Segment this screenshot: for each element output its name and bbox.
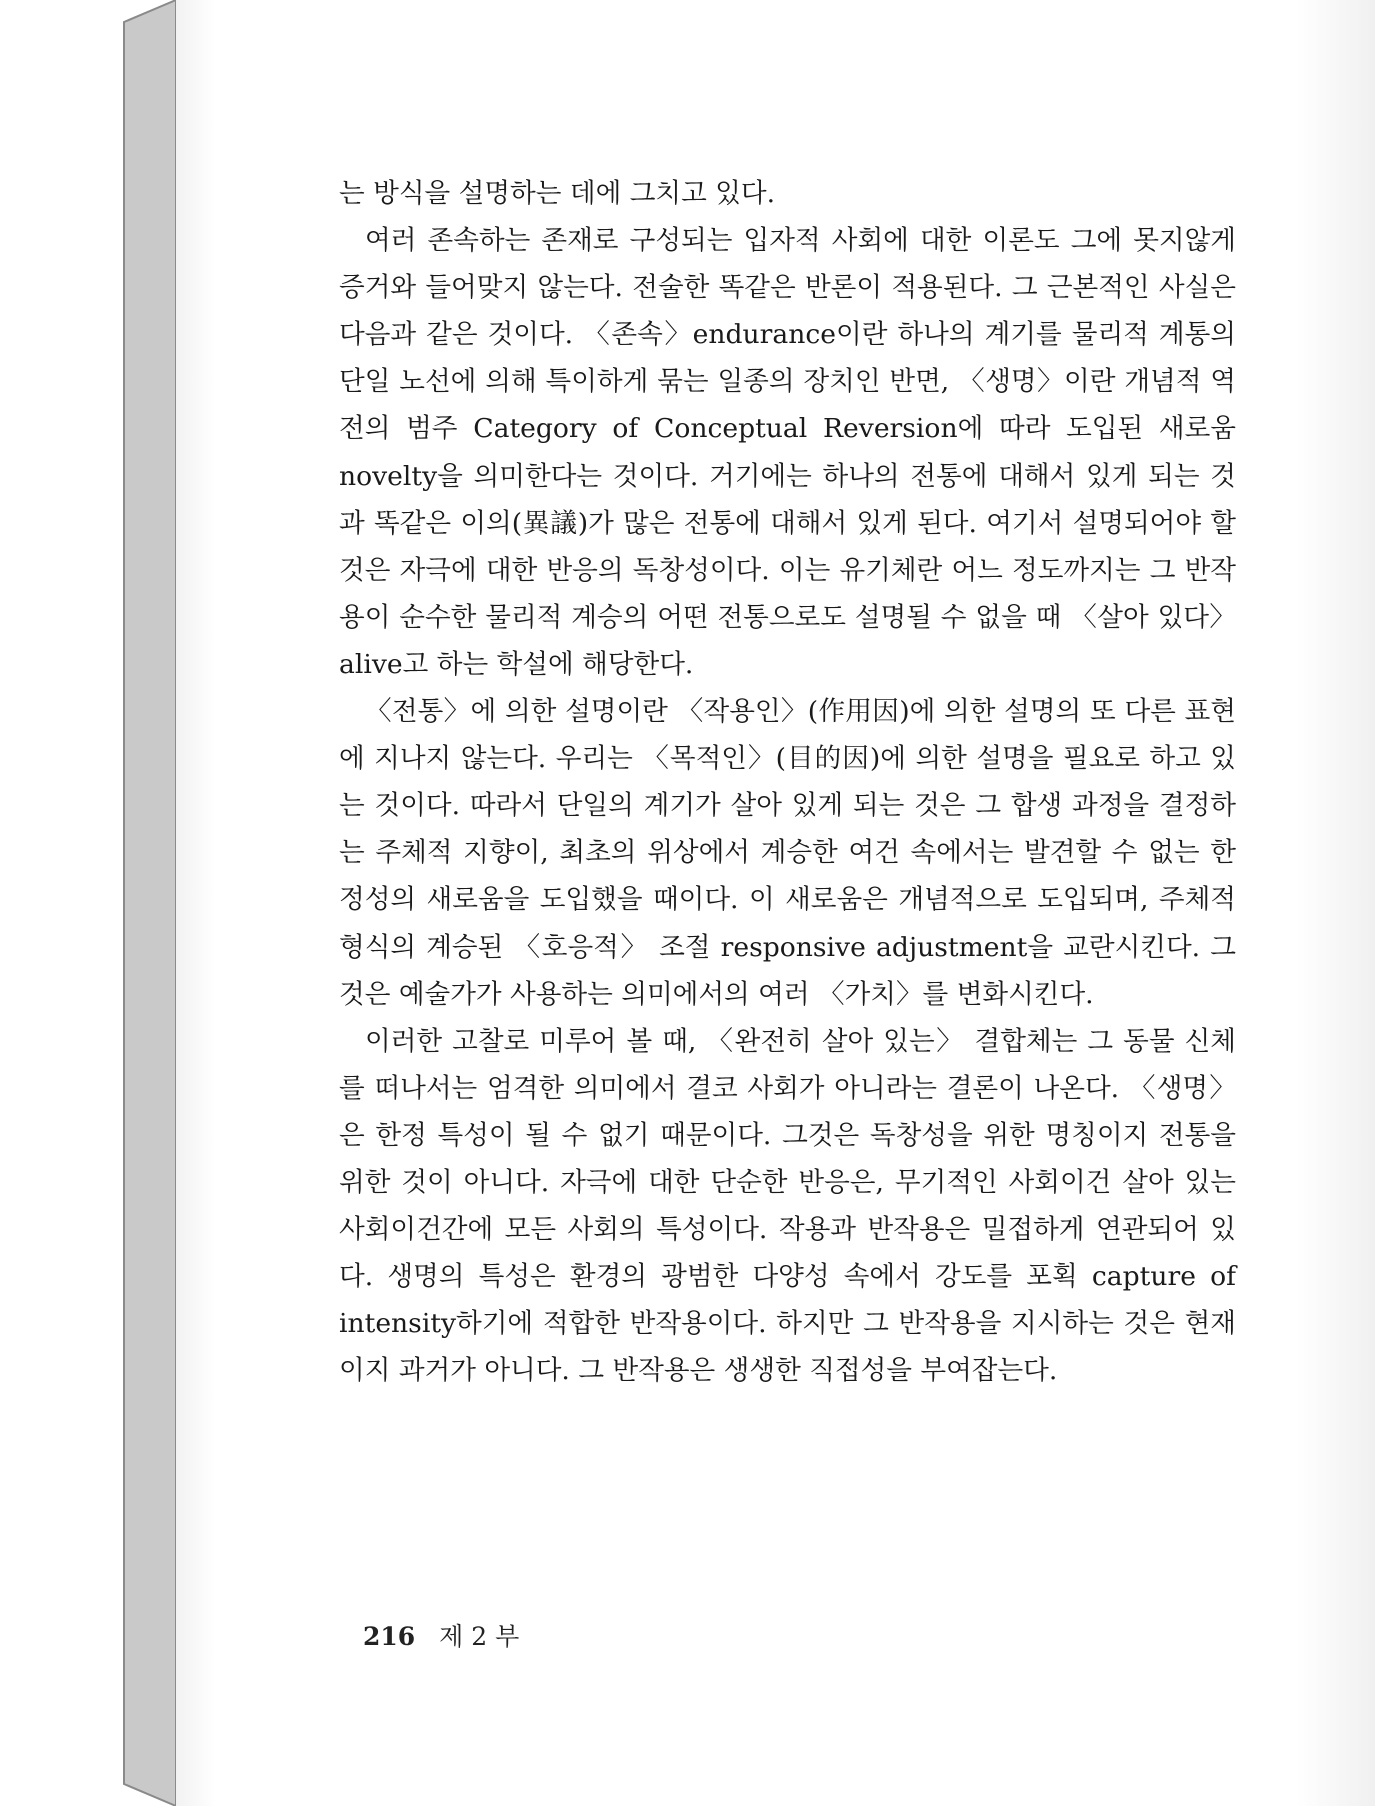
page-footer — [363, 1617, 519, 1653]
book-page — [176, 0, 1375, 1806]
book-cover-edge — [124, 0, 176, 1806]
paragraph: 여러 존속하는 존재로 구성되는 입자적 사회에 대한 이론도 그에 못지않게 증거와 들어맞지 않는다. 전술한 똑같은 반론이 적용된다. 그 근본적인 사실은 다음과 같은 것이다. 〈존속〉endurance이란 하나의 계기를 물리적 계통의 단일 노선에 의해 특이하게 묶는 일종의 장치인 반면, 〈생명〉이란 개념적 역전의 범주 Category of Conceptual Reversion에 따라 도입된 새로움 novelty을 의미한다는 것이다. 거기에는 하나의 전통에 대해서 있게 되는 것과 똑같은 이의(異議)가 많은 전통에 대해서 있게 된다. 여기서 설명되어야 할 것은 자극에 대한 반응의 독창성이다. 이는 유기체란 어느 정도까지는 그 반작용이 순수한 물리적 계승의 어떤 전통으로도 설명될 수 없을 때 〈살아 있다〉alive고 하는 학설에 해당한다. — [339, 225, 1236, 680]
paragraph: 〈전통〉에 의한 설명이란 〈작용인〉(作用因)에 의한 설명의 또 다른 표현에 지나지 않는다. 우리는 〈목적인〉(目的因)에 의한 설명을 필요로 하고 있는 것이다. 따라서 단일의 계기가 살아 있게 되는 것은 그 합생 과정을 결정하는 주체적 지향이, 최초의 위상에서 계승한 여건 속에서는 발견할 수 없는 한정성의 새로움을 도입했을 때이다. 이 새로움은 개념적으로 도입되며, 주체적 형식의 계승된 〈호응적〉 조절 responsive adjustment을 교란시킨다. 그것은 예술가가 사용하는 의미에서의 여러 〈가치〉를 변화시킨다. — [339, 696, 1236, 1010]
page-number: 216 — [363, 1622, 416, 1651]
paragraph: 는 방식을 설명하는 데에 그치고 있다. — [339, 178, 776, 209]
body-text — [339, 170, 1236, 1394]
paragraph: 이러한 고찰로 미루어 볼 때, 〈완전히 살아 있는〉 결합체는 그 동물 신체를 떠나서는 엄격한 의미에서 결코 사회가 아니라는 결론이 나온다. 〈생명〉은 한정 특성이 될 수 없기 때문이다. 그것은 독창성을 위한 명칭이지 전통을 위한 것이 아니다. 자극에 대한 단순한 반응은, 무기적인 사회이건 살아 있는 사회이건간에 모든 사회의 특성이다. 작용과 반작용은 밀접하게 연관되어 있다. 생명의 특성은 환경의 광범한 다양성 속에서 강도를 포획 capture of intensity하기에 적합한 반작용이다. 하지만 그 반작용을 지시하는 것은 현재이지 과거가 아니다. 그 반작용은 생생한 직접성을 부여잡는다. — [339, 1025, 1236, 1387]
section-label: 제 2 부 — [439, 1622, 520, 1651]
